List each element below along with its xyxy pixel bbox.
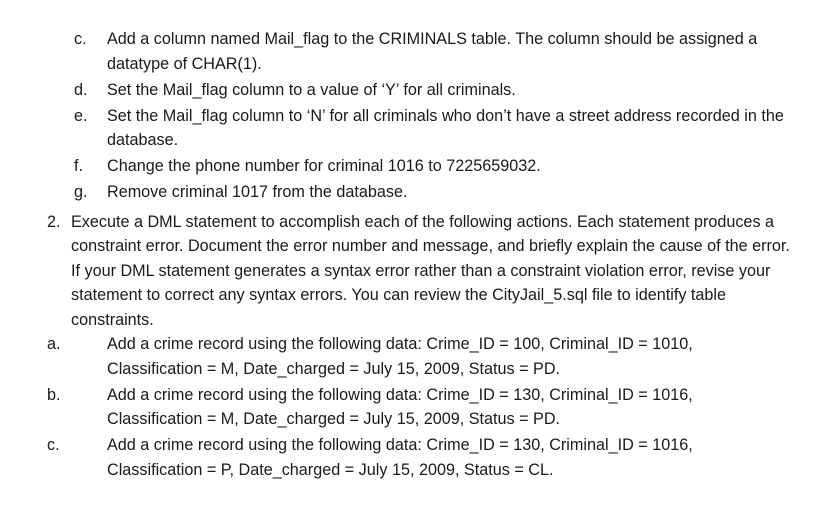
exercise-2-sublist xyxy=(0,332,824,482)
item-marker: f. xyxy=(74,157,83,175)
item-text: Remove criminal 1017 from the database. xyxy=(107,183,408,201)
item-marker: g. xyxy=(74,183,88,201)
list-item xyxy=(0,78,824,103)
item-text: Add a crime record using the following data: Crime_ID = 130, Criminal_ID = 1016, Classification = M, Date_charged = July 15, 2009, Status = PD. xyxy=(107,385,693,428)
list-item xyxy=(0,104,824,153)
exercise-number: 2. xyxy=(47,212,61,231)
exercise-2 xyxy=(0,210,824,483)
list-item xyxy=(0,27,824,76)
item-text: Add a crime record using the following data: Crime_ID = 130, Criminal_ID = 1016, Classification = P, Date_charged = July 15, 2009, Status = CL. xyxy=(107,436,693,479)
item-text: Set the Mail_flag column to ‘N’ for all criminals who don’t have a street address recorded in the database. xyxy=(107,106,784,149)
item-marker: e. xyxy=(74,106,88,125)
list-item xyxy=(0,180,824,205)
item-text: Change the phone number for criminal 1016 to 7225659032. xyxy=(107,157,541,175)
item-text: Add a crime record using the following data: Crime_ID = 100, Criminal_ID = 1010, Classification = M, Date_charged = July 15, 2009, Status = PD. xyxy=(107,335,693,378)
document-page xyxy=(0,27,824,484)
item-marker: b. xyxy=(47,385,61,404)
item-marker: c. xyxy=(47,436,60,454)
list-item xyxy=(0,332,824,381)
item-text: Add a column named Mail_flag to the CRIMINALS table. The column should be assigned a datatype of CHAR(1). xyxy=(107,30,758,73)
list-item xyxy=(0,433,824,482)
item-marker: a. xyxy=(47,335,61,353)
item-marker: d. xyxy=(74,80,88,99)
list-item xyxy=(0,154,824,179)
exercise-1-sublist xyxy=(0,27,824,205)
list-item xyxy=(0,383,824,432)
item-text: Set the Mail_flag column to a value of ‘Y’ for all criminals. xyxy=(107,80,516,99)
item-marker: c. xyxy=(74,30,87,48)
exercise-2-instructions: Execute a DML statement to accomplish each of the following actions. Each statement produces a constraint error. Document the error number and message, and briefly explain the cause of the error. If your DML statement generates a syntax error rather than a constraint violation error, revise your statement to correct any syntax errors. You can review the CityJail_5.sql file to identify table constraints. xyxy=(71,212,790,329)
